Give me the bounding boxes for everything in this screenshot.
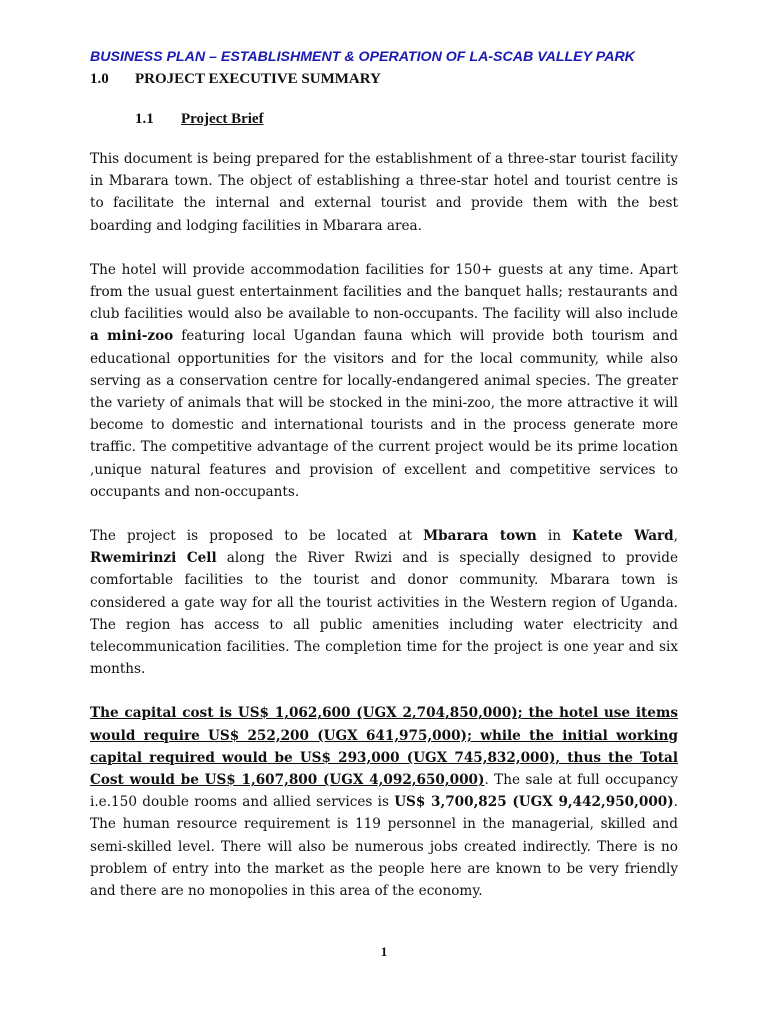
capital-cost-summary: The capital cost is US$ 1,062,600 (UGX 2,704,850,000); the hotel use items would require US$ 252,200 (UGX 641,975,000); while the initial working capital required would be US$ 293,000 (UGX 745,832,000), thus the Total Cost would be US$ 1,607,800 (UGX 4,092,650,000) [90, 705, 678, 789]
paragraph-text: in [536, 528, 573, 545]
paragraph-text: The hotel will provide accommodation facilities for 150+ guests at any time. Apart from the usual guest entertainment facilities and the banquet halls; restaurants and club facilities would also be available to non-occupants. The facility will also include [90, 261, 678, 323]
paragraph-text: , [673, 528, 678, 545]
paragraph-accommodation [90, 259, 678, 503]
location-cell: Rwemirinzi Cell [90, 550, 217, 567]
page-number: 1 [380, 944, 388, 959]
paragraph-text: featuring local Ugandan fauna which will provide both tourism and educational opportunities for the visitors and for the local community, while also serving as a conservation centre for locally-endangered animal species. The greater the variety of animals that will be stocked in the mini-zoo, the more attractive it will become to domestic and international tourists and in the process generate more traffic. The competitive advantage of the current project would be its prime location ,unique natural features and provision of excellent and competitive services to occupants and non-occupants. [90, 328, 678, 500]
paragraph-text: The project is proposed to be located at [90, 528, 424, 545]
subsection-title: Project Brief [181, 111, 264, 127]
document-page [90, 46, 678, 902]
paragraph-costs [90, 702, 678, 902]
location-town: Mbarara town [423, 528, 537, 545]
paragraph-intro: This document is being prepared for the establishment of a three-star tourist facility in Mbarara town. The object of establishing a three-star hotel and tourist centre is to facilitate the internal and external tourist and provide them with the best boarding and lodging facilities in Mbarara area. [90, 151, 678, 234]
mini-zoo-emphasis: a mini-zoo [90, 328, 174, 345]
paragraph-text: . The sale at full occupancy i.e.150 double rooms and allied services is [90, 772, 678, 811]
paragraph-text: . The human resource requirement is 119 personnel in the managerial, skilled and semi-skilled level. There will also be numerous jobs created indirectly. There is no problem of entry into the market as the people here are known to be very friendly and there are no monopolies in this area of the economy. [90, 794, 678, 900]
section-title: PROJECT EXECUTIVE SUMMARY [135, 71, 381, 87]
sales-figure: US$ 3,700,825 (UGX 9,442,950,000) [394, 794, 674, 811]
subsection-heading [90, 108, 678, 130]
document-header: BUSINESS PLAN – ESTABLISHMENT & OPERATION OF LA-SCAB VALLEY PARK [90, 49, 635, 65]
paragraph-location [90, 525, 678, 680]
paragraph-text: along the River Rwizi and is specially designed to provide comfortable facilities to the tourist and donor community. Mbarara town is considered a gate way for all the tourist activities in the Western region of Uganda. The region has access to all public amenities including water electricity and telecommunication facilities. The completion time for the project is one year and six months. [90, 550, 678, 678]
section-number: 1.0 [90, 71, 109, 87]
location-ward: Katete Ward [572, 528, 674, 545]
subsection-number: 1.1 [135, 111, 154, 127]
section-heading [90, 68, 678, 90]
